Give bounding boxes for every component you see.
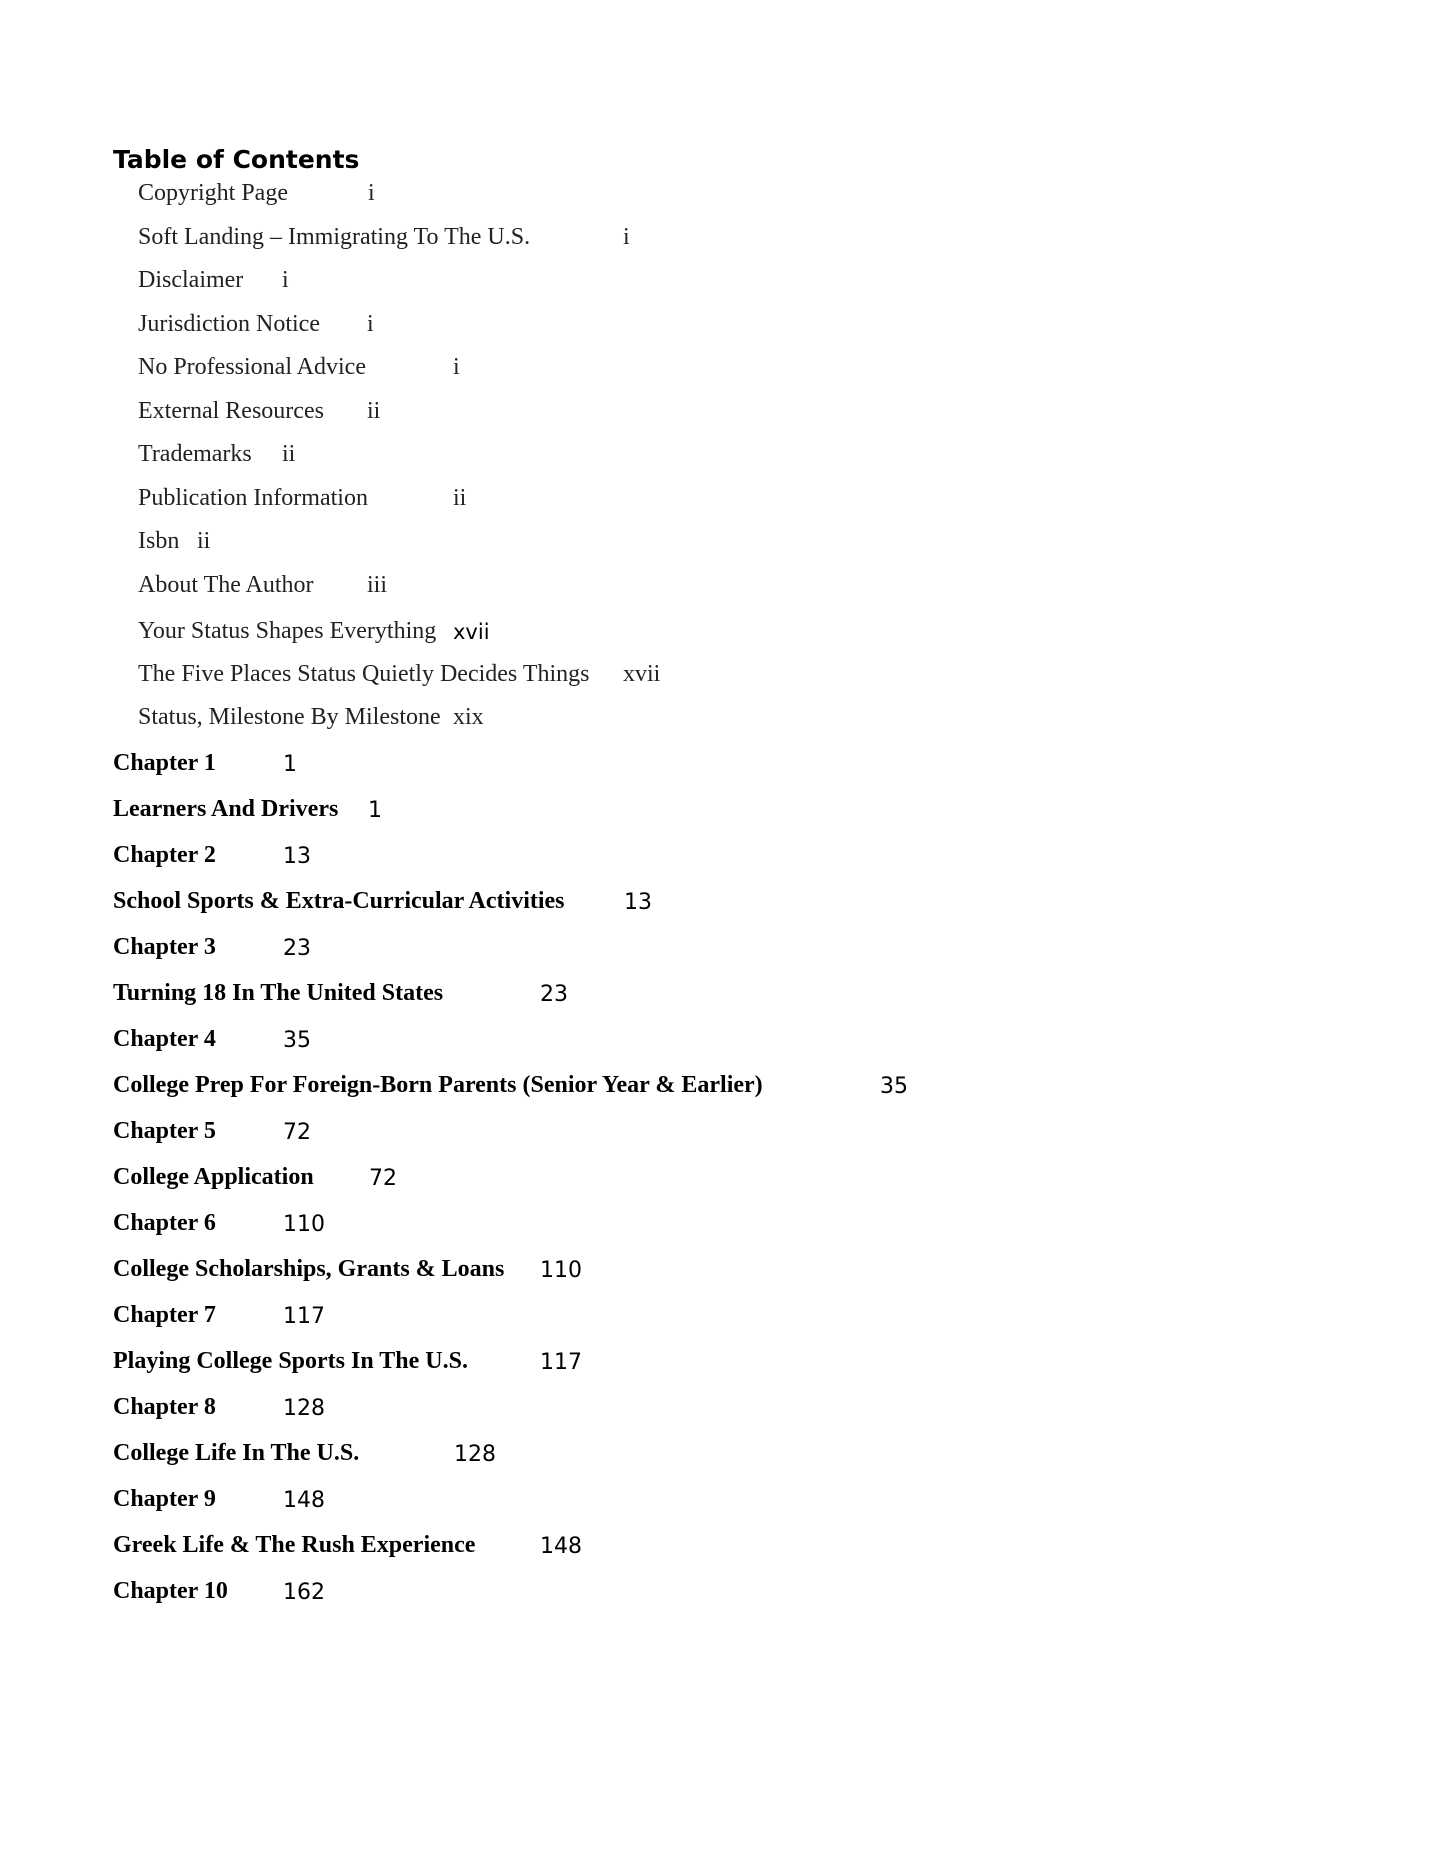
toc-entry-title: College Life In The U.S.: [113, 1440, 360, 1466]
toc-heading: Table of Contents: [113, 145, 360, 174]
toc-entry-page: iii: [367, 572, 388, 598]
toc-entry-title: Turning 18 In The United States: [113, 980, 444, 1006]
toc-entry-title: Learners And Drivers: [113, 796, 339, 822]
toc-entry-page: xvii: [453, 620, 490, 644]
toc-entry-page: xix: [453, 704, 484, 730]
toc-entry-title: Chapter 9: [113, 1486, 216, 1512]
toc-entry-title: Isbn: [138, 528, 180, 554]
toc-entry-page: xvii: [623, 661, 661, 687]
toc-entry-page: 23: [283, 936, 311, 961]
toc-entry-title: College Application: [113, 1164, 314, 1190]
toc-entry-page: 23: [540, 982, 568, 1007]
toc-entry-title: Soft Landing – Immigrating To The U.S.: [138, 224, 531, 250]
toc-entry-title: Chapter 7: [113, 1302, 216, 1328]
toc-entry-title: About The Author: [138, 572, 314, 598]
toc-entry-title: Trademarks: [138, 441, 252, 467]
toc-entry-page: ii: [197, 528, 211, 554]
toc-entry-title: Jurisdiction Notice: [138, 311, 320, 337]
toc-entry-title: Chapter 10: [113, 1578, 228, 1604]
toc-entry-title: External Resources: [138, 398, 324, 424]
toc-entry-title: Publication Information: [138, 485, 368, 511]
toc-entry-page: ii: [367, 398, 381, 424]
toc-entry-title: School Sports & Extra-Curricular Activities: [113, 888, 565, 914]
toc-entry-title: The Five Places Status Quietly Decides Things: [138, 661, 590, 687]
toc-entry-page: 148: [283, 1488, 325, 1513]
toc-entry-page: i: [623, 224, 630, 250]
toc-entry-title: Disclaimer: [138, 267, 244, 293]
toc-entry-page: 110: [540, 1258, 582, 1283]
toc-entry-title: Chapter 5: [113, 1118, 216, 1144]
toc-entry-title: Greek Life & The Rush Experience: [113, 1532, 476, 1558]
toc-entry-page: i: [453, 354, 460, 380]
toc-entry-page: i: [367, 311, 374, 337]
toc-entry-title: Chapter 3: [113, 934, 216, 960]
toc-entry-title: College Prep For Foreign-Born Parents (Senior Year & Earlier): [113, 1072, 763, 1098]
toc-entry-title: Chapter 1: [113, 750, 216, 776]
toc-entry-title: Chapter 2: [113, 842, 216, 868]
toc-entry-page: 72: [369, 1166, 397, 1191]
toc-entry-title: Playing College Sports In The U.S.: [113, 1348, 468, 1374]
toc-entry-page: 117: [283, 1304, 325, 1329]
toc-entry-page: 35: [283, 1028, 311, 1053]
toc-entry-page: ii: [453, 485, 467, 511]
toc-entry-page: 1: [283, 752, 297, 777]
toc-entry-page: 13: [283, 844, 311, 869]
toc-entry-title: Chapter 8: [113, 1394, 216, 1420]
toc-entry-page: 35: [880, 1074, 908, 1099]
toc-entry-page: 117: [540, 1350, 582, 1375]
toc-entry-page: 128: [283, 1396, 325, 1421]
toc-entry-page: 72: [283, 1120, 311, 1145]
toc-entry-page: i: [282, 267, 289, 293]
toc-entry-page: 110: [283, 1212, 325, 1237]
toc-entry-page: 128: [454, 1442, 496, 1467]
toc-entry-page: ii: [282, 441, 296, 467]
toc-entry-title: Your Status Shapes Everything: [138, 618, 437, 644]
toc-entry-page: 148: [540, 1534, 582, 1559]
toc-entry-page: 13: [624, 890, 652, 915]
toc-entry-title: Status, Milestone By Milestone: [138, 704, 441, 730]
toc-entry-title: Chapter 4: [113, 1026, 216, 1052]
toc-entry-title: No Professional Advice: [138, 354, 366, 380]
toc-entry-page: 162: [283, 1580, 325, 1605]
toc-entry-page: 1: [368, 798, 382, 823]
toc-entry-title: College Scholarships, Grants & Loans: [113, 1256, 505, 1282]
toc-entry-title: Copyright Page: [138, 180, 288, 206]
toc-entry-page: i: [368, 180, 375, 206]
toc-entry-title: Chapter 6: [113, 1210, 216, 1236]
